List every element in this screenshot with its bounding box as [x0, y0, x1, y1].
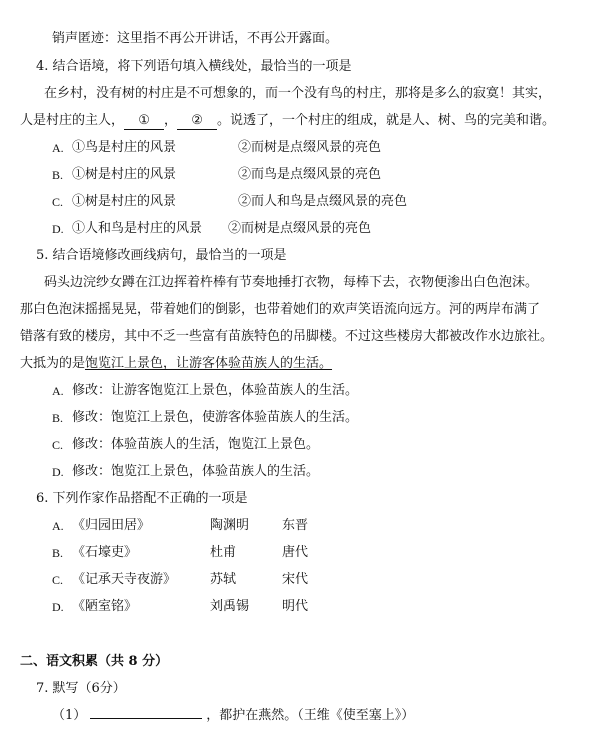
q5-stem: 5. 结合语境修改画线病句，最恰当的一项是	[36, 248, 287, 263]
q4-stem: 4. 结合语境，将下列语句填入横线处，最恰当的一项是	[36, 59, 352, 74]
q6-option-work: 《归园田居》	[72, 518, 151, 533]
q4-passage-line2-a: 人是村庄的主人，	[20, 113, 125, 128]
q5-option-text: 修改：让游客饱览江上景色，体验苗族人的生活。	[72, 383, 359, 398]
q4-option-part2: ②而人和鸟是点缀风景的亮色	[238, 194, 408, 209]
q4-passage-line2-b: 。说透了，一个村庄的组成，就是人、树、鸟的完美和谐。	[217, 113, 556, 128]
q6-option-dynasty: 宋代	[282, 572, 309, 587]
q4-option-letter: A.	[52, 141, 64, 155]
section-2-heading: 二、语文积累（共 8 分）	[20, 654, 169, 669]
q5-option-letter: D.	[52, 465, 64, 479]
q4-blank-1: ①	[124, 113, 164, 130]
q4-option-letter: D.	[52, 222, 64, 236]
q5-passage-line1: 码头边浣纱女蹲在江边挥着杵棒有节奏地捶打衣物，每棒下去，衣物便渗出白色泡沫。	[44, 275, 539, 290]
q6-option-author: 刘禹锡	[210, 599, 250, 614]
q4-option-part1: ①鸟是村庄的风景	[72, 140, 177, 155]
q5-option-letter: C.	[52, 438, 64, 452]
definition-line: 销声匿迹：这里指不再公开讲话，不再公开露面。	[52, 31, 339, 46]
q6-option-dynasty: 东晋	[282, 518, 309, 533]
q6-option-letter: B.	[52, 546, 64, 560]
q4-option-part1: ①人和鸟是村庄的风景	[72, 221, 203, 236]
q5-option-letter: A.	[52, 384, 64, 398]
q5-option-text: 修改：体验苗族人的生活，饱览江上景色。	[72, 437, 320, 452]
q6-option-author: 杜甫	[210, 545, 237, 560]
q5-option-letter: B.	[52, 411, 64, 425]
q7-item-1	[52, 708, 414, 724]
q4-option-part1: ①树是村庄的风景	[72, 167, 177, 182]
q7-item-1-blank[interactable]	[90, 718, 202, 719]
q6-option-work: 《记承天寺夜游》	[72, 572, 177, 587]
q5-passage-line4	[20, 356, 332, 372]
q5-underlined-sentence: 饱览江上景色，让游客体验苗族人的生活。	[85, 356, 333, 371]
q6-option-dynasty: 明代	[282, 599, 309, 614]
q4-passage-line1: 在乡村，没有树的村庄是不可想象的，而一个没有鸟的村庄，那将是多么的寂寞！其实，	[44, 86, 552, 101]
q4-option-part1: ①树是村庄的风景	[72, 194, 177, 209]
q5-option-text: 修改：饱览江上景色，使游客体验苗族人的生活。	[72, 410, 359, 425]
q5-passage-line2: 那白色泡沫摇摇晃晃，带着她们的倒影，也带着她们的欢声笑语流向远方。河的两岸布满了	[20, 302, 541, 317]
q4-comma: ，	[164, 113, 178, 128]
q4-passage-line2	[20, 113, 555, 130]
q6-option-dynasty: 唐代	[282, 545, 309, 560]
q7-stem: 7. 默写（6分）	[36, 681, 126, 696]
q6-option-work: 《陋室铭》	[72, 599, 138, 614]
q7-item-1-text: ，都护在燕然。（王维《使至塞上》）	[206, 708, 415, 723]
q5-option-text: 修改：饱览江上景色，体验苗族人的生活。	[72, 464, 320, 479]
q6-option-work: 《石壕吏》	[72, 545, 138, 560]
q5-passage-line4-a: 大抵为的是	[20, 356, 86, 371]
q5-passage-line3: 错落有致的楼房，其中不乏一些富有苗族特色的吊脚楼。不过这些楼房大都被改作水边旅社。	[20, 329, 554, 344]
q4-blank-2: ②	[177, 113, 217, 130]
q7-item-1-number: （1）	[52, 708, 87, 723]
q4-option-letter: B.	[52, 168, 64, 182]
q6-option-letter: A.	[52, 519, 64, 533]
q6-option-letter: C.	[52, 573, 64, 587]
q6-option-letter: D.	[52, 600, 64, 614]
q4-option-part2: ②而树是点缀风景的亮色	[238, 140, 382, 155]
q4-option-part2: ②而鸟是点缀风景的亮色	[238, 167, 382, 182]
q4-option-letter: C.	[52, 195, 64, 209]
q6-option-author: 苏轼	[210, 572, 237, 587]
q6-stem: 6. 下列作家作品搭配不正确的一项是	[36, 491, 248, 506]
q4-option-part2: ②而树是点缀风景的亮色	[228, 221, 372, 236]
q6-option-author: 陶渊明	[210, 518, 250, 533]
